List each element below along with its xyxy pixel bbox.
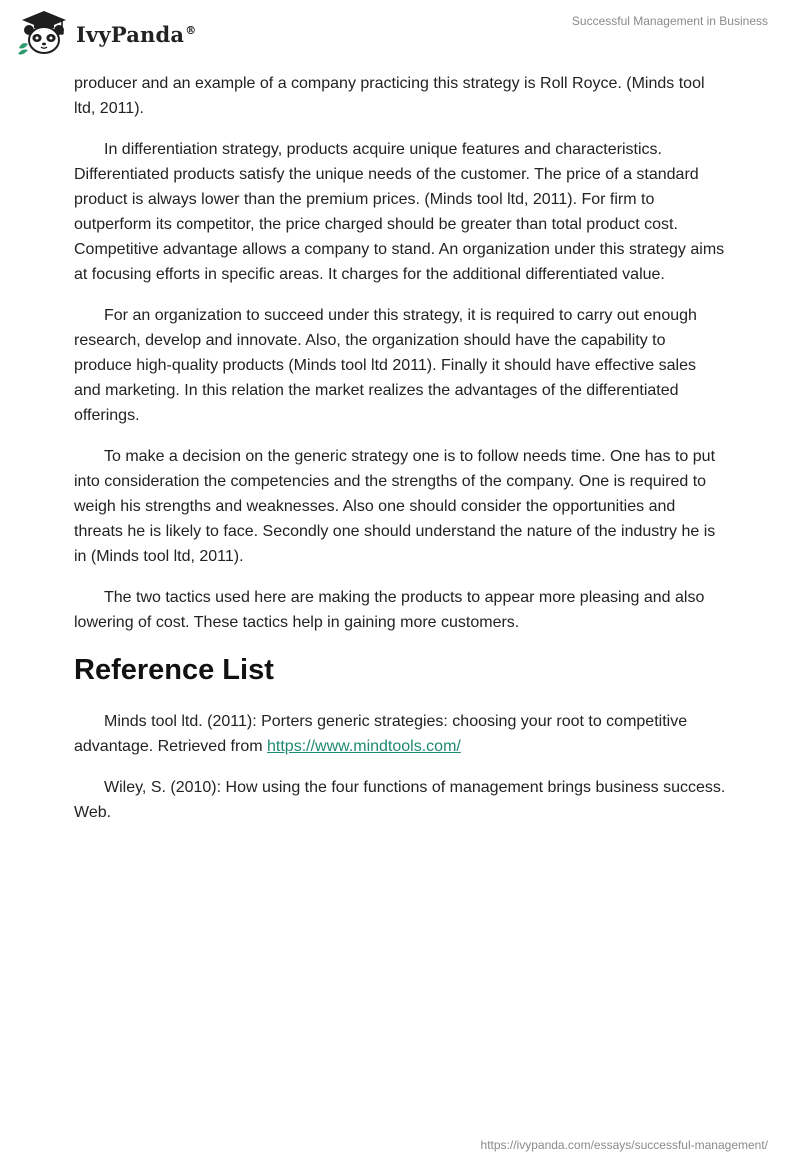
reference-link[interactable]: https://www.mindtools.com/	[267, 738, 461, 755]
ivypanda-logo[interactable]	[16, 8, 196, 56]
paragraph-differentiation: In differentiation strategy, products acquire unique features and characteristics. Differentiated products satisfy the unique needs of the customer. The price of a standard product is always lower than the premium prices. (Minds tool ltd, 2011). For firm to outperform its competitor, the price charged should be greater than total product cost. Competitive advantage allows a company to stand. An organization under this strategy aims at focusing efforts in specific areas. It charges for the additional differentiated value.	[74, 141, 725, 283]
brand-name: IvyPanda®	[76, 21, 197, 47]
reference-list-heading: Reference List	[74, 654, 274, 686]
paragraph-success-requirements: For an organization to succeed under this strategy, it is required to carry out enough research, develop and innovate. Also, the organization should have the capability to produce high-quality products (Minds tool ltd 2011). Finally it should have effective sales and marketing. In this relation the market realizes the advantages of the differentiated offerings.	[74, 307, 697, 424]
essay-body	[74, 71, 726, 841]
reference-item	[74, 709, 726, 759]
paragraph-continued: producer and an example of a company practicing this strategy is Roll Royce. (Minds tool ltd, 2011).	[74, 75, 705, 117]
document-title: Successful Management in Business	[571, 14, 768, 28]
footer-url[interactable]: https://ivypanda.com/essays/successful-management/	[480, 1138, 768, 1152]
paragraph-decision: To make a decision on the generic strategy one is to follow needs time. One has to put into consideration the competencies and the strengths of the company. One is required to weigh his strengths and weaknesses. Also one should consider the opportunities and threats he is likely to face. Secondly one should understand the nature of the industry he is in (Minds tool ltd, 2011).	[74, 448, 716, 565]
reference-item: Wiley, S. (2010): How using the four functions of management brings business success. Web.	[74, 779, 726, 821]
page-header	[0, 0, 800, 70]
reference-text: Minds tool ltd. (2011): Porters generic strategies: choosing your root to competitive advantage. Retrieved from	[74, 713, 688, 755]
paragraph-tactics: The two tactics used here are making the products to appear more pleasing and also lowering of cost. These tactics help in gaining more customers.	[74, 589, 705, 631]
panda-graduate-icon	[16, 8, 72, 56]
